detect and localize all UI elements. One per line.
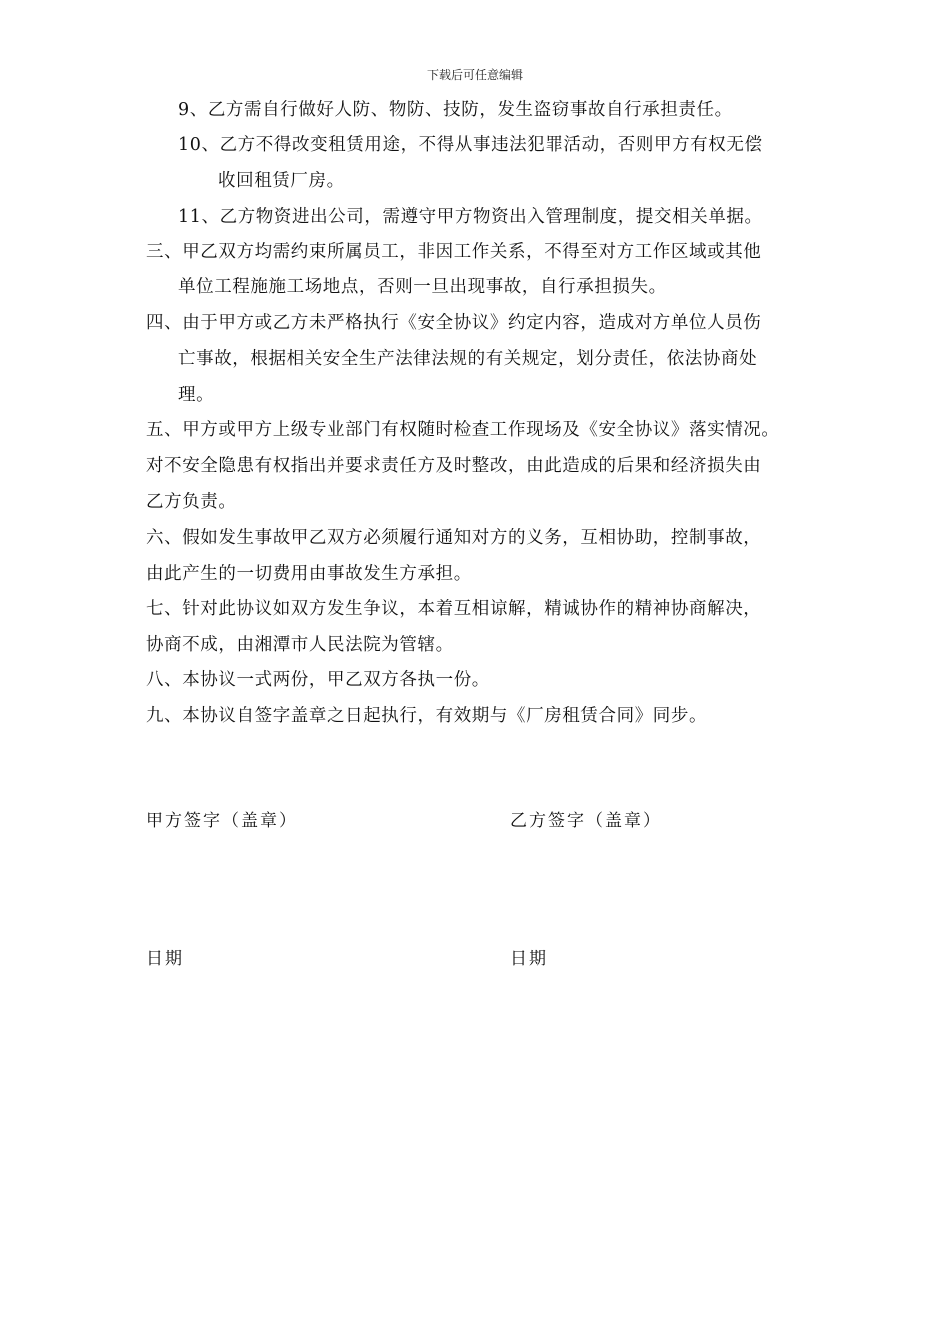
party-b-signature-label: 乙方签字（盖章） bbox=[510, 811, 662, 831]
clause-line: 三、甲乙双方均需约束所属员工，非因工作关系，不得至对方工作区域或其他 bbox=[146, 242, 762, 262]
clause-line: 理。 bbox=[178, 385, 215, 405]
clause-line: 亡事故，根据相关安全生产法律法规的有关规定，划分责任，依法协商处 bbox=[178, 349, 758, 369]
clause-line: 八、本协议一式两份，甲乙双方各执一份。 bbox=[146, 670, 490, 690]
party-b-date-label: 日期 bbox=[510, 949, 548, 969]
clause-line: 由此产生的一切费用由事故发生方承担。 bbox=[146, 564, 472, 584]
header-note: 下载后可任意编辑 bbox=[426, 68, 523, 82]
clause-line: 单位工程施施工场地点，否则一旦出现事故，自行承担损失。 bbox=[178, 277, 667, 297]
clause-line: 收回租赁厂房。 bbox=[218, 171, 345, 191]
party-a-date-label: 日期 bbox=[146, 949, 184, 969]
clause-line: 协商不成，由湘潭市人民法院为管辖。 bbox=[146, 635, 454, 655]
clause-line: 对不安全隐患有权指出并要求责任方及时整改，由此造成的后果和经济损失由 bbox=[146, 456, 762, 476]
clause-line: 9、乙方需自行做好人防、物防、技防，发生盗窃事故自行承担责任。 bbox=[178, 100, 733, 120]
clause-line: 七、针对此协议如双方发生争议，本着互相谅解，精诚协作的精神协商解决， bbox=[146, 599, 762, 619]
clause-line: 10、乙方不得改变租赁用途，不得从事违法犯罪活动，否则甲方有权无偿 bbox=[178, 135, 763, 155]
clause-line: 11、乙方物资进出公司，需遵守甲方物资出入管理制度，提交相关单据。 bbox=[178, 207, 763, 227]
clause-line: 四、由于甲方或乙方未严格执行《安全协议》约定内容，造成对方单位人员伤 bbox=[146, 313, 762, 333]
clause-line: 六、假如发生事故甲乙双方必须履行通知对方的义务，互相协助，控制事故， bbox=[146, 528, 762, 548]
party-a-signature-label: 甲方签字（盖章） bbox=[146, 811, 298, 831]
clause-line: 九、本协议自签字盖章之日起执行，有效期与《厂房租赁合同》同步。 bbox=[146, 706, 708, 726]
clause-line: 五、甲方或甲方上级专业部门有权随时检查工作现场及《安全协议》落实情况。 bbox=[146, 420, 780, 440]
clause-line: 乙方负责。 bbox=[146, 492, 237, 512]
